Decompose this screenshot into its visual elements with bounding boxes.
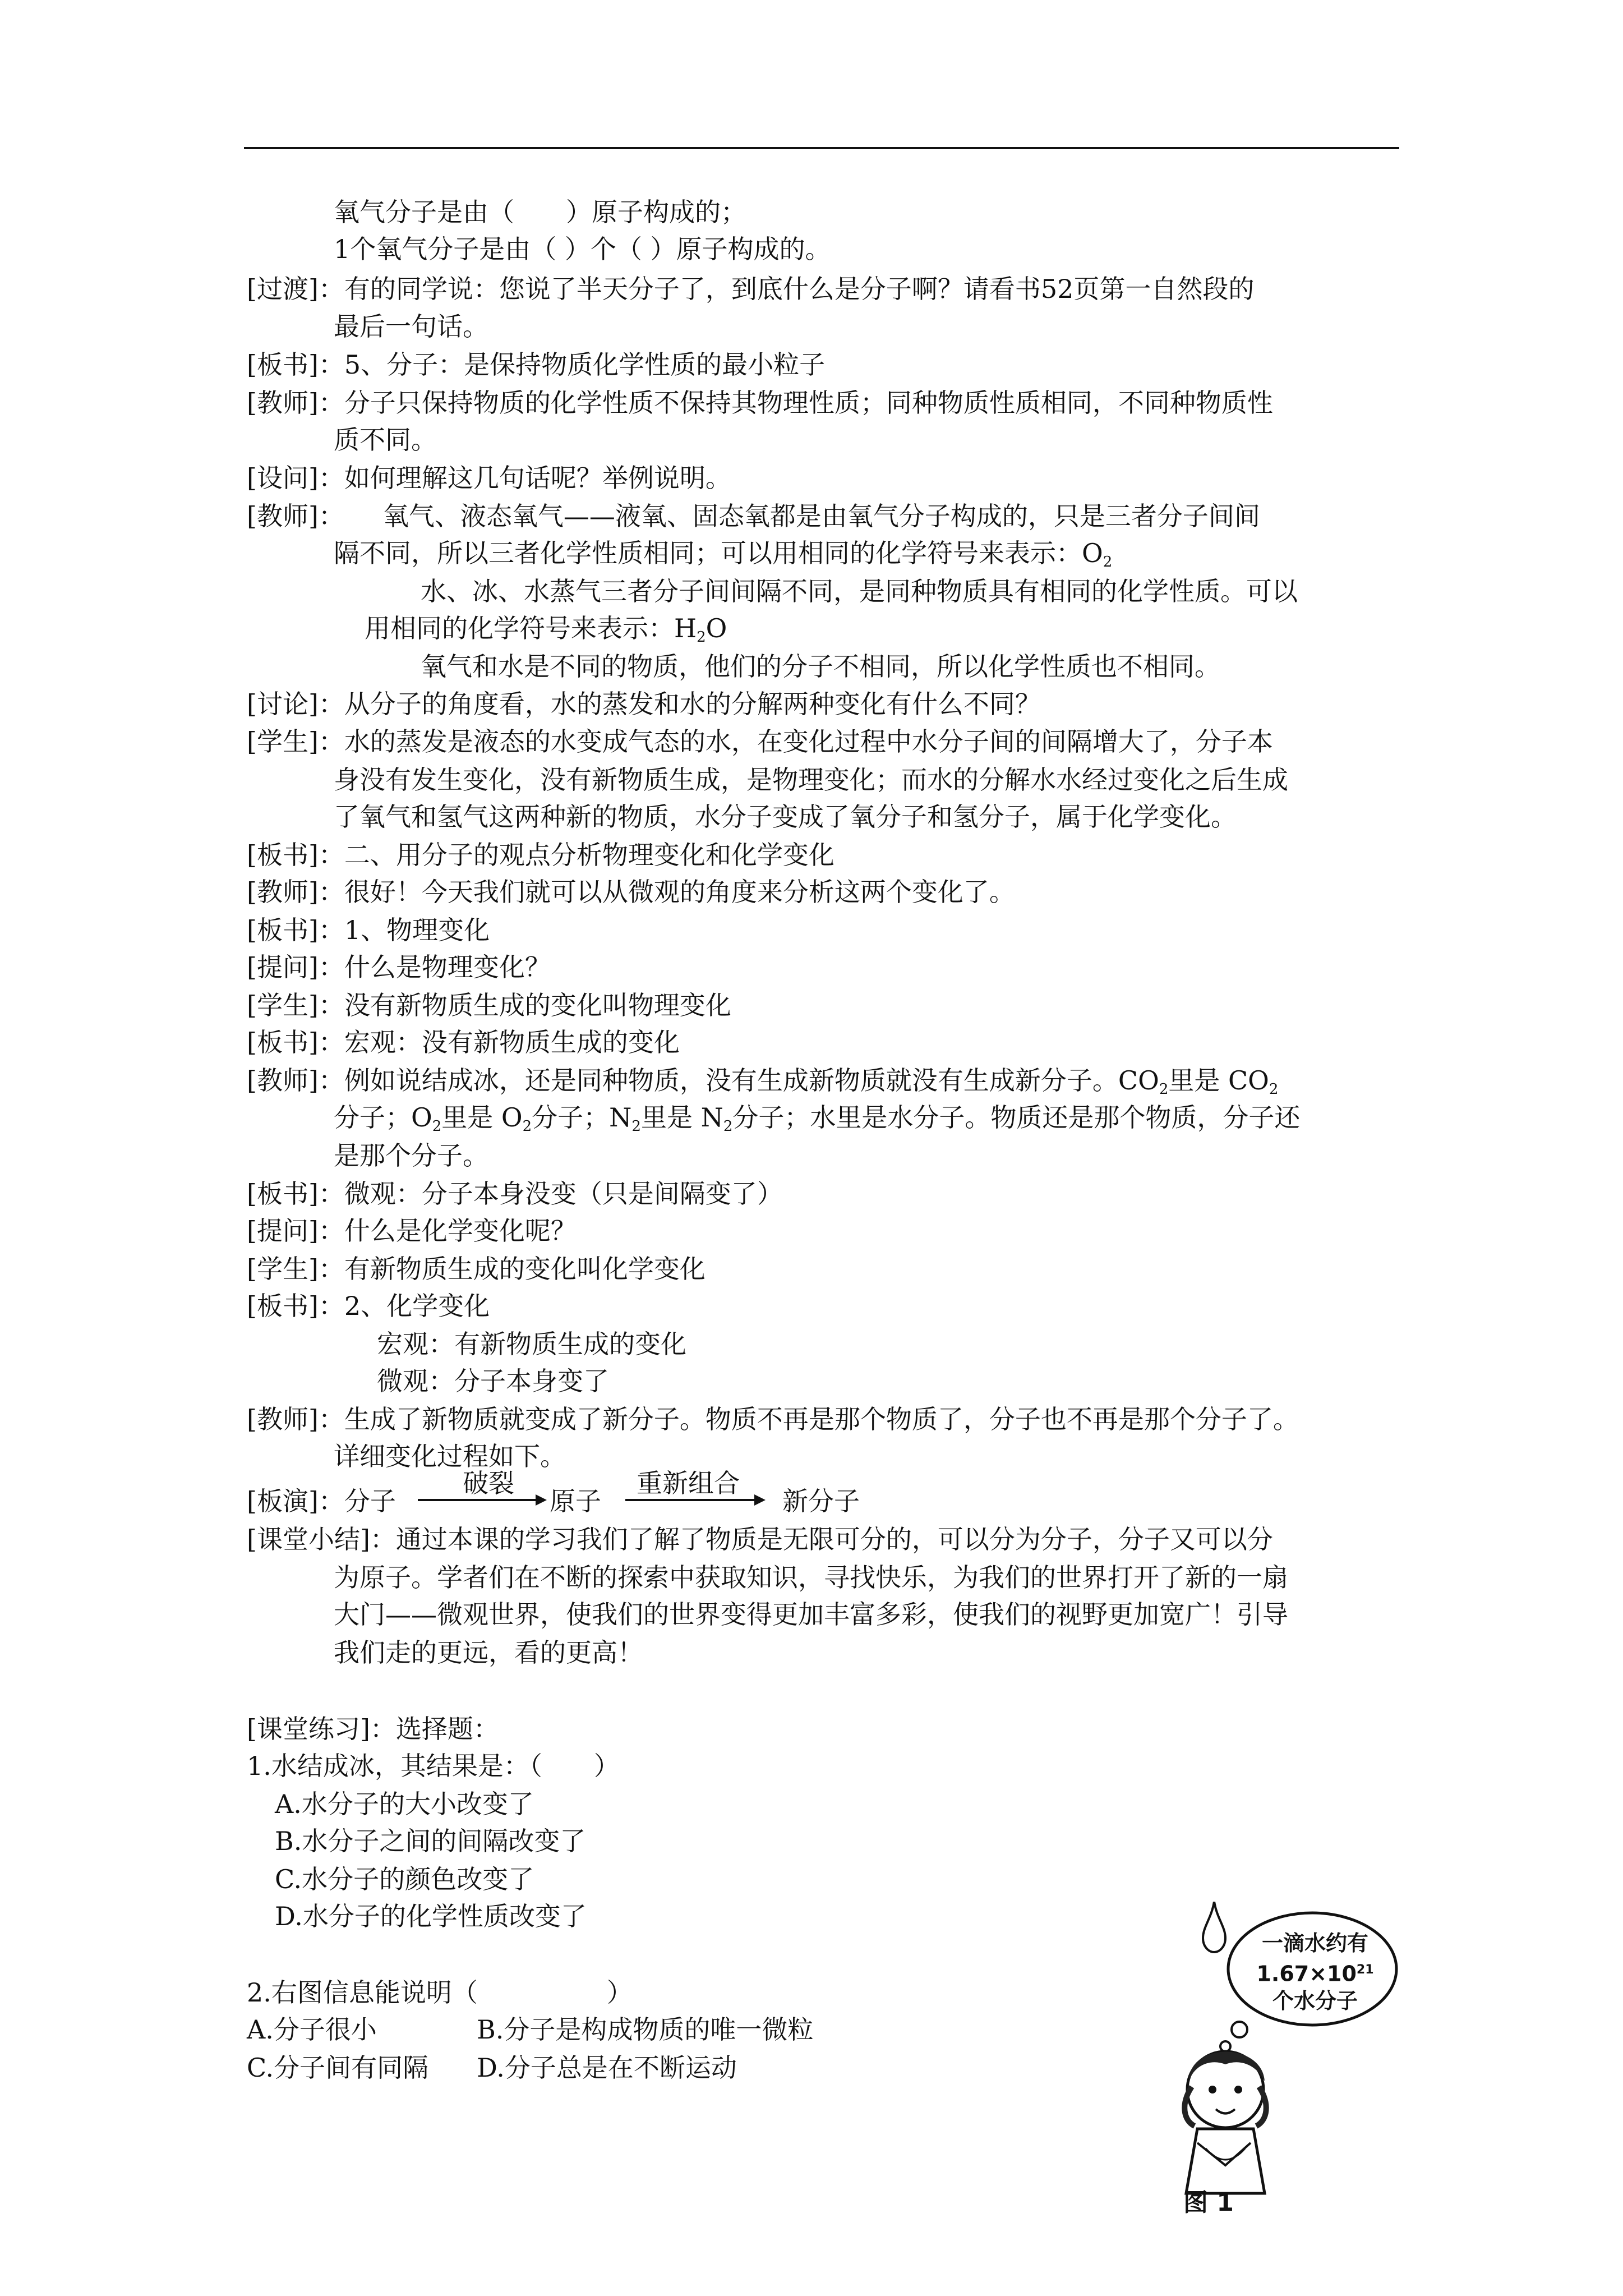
text-line: 氧气分子是由（ ）原子构成的； xyxy=(334,197,746,227)
text-line-part: 里是 CO xyxy=(1168,1065,1269,1096)
arrow-label: 重新组合 xyxy=(637,1468,740,1498)
text-line: 原子 xyxy=(550,1486,601,1516)
text-line: [板书]：宏观：没有新物质生成的变化 xyxy=(247,1027,680,1057)
text-line: [提问]：什么是化学变化呢？ xyxy=(247,1216,577,1246)
arrow-label: 破裂 xyxy=(463,1468,514,1498)
option: A.分子很小 xyxy=(247,2014,377,2045)
text-line: 质不同。 xyxy=(334,425,437,455)
text-line-part: 用相同的化学符号来表示：H xyxy=(365,613,697,643)
text-line: 1个氧气分子是由（ ）个（ ）原子构成的。 xyxy=(334,234,831,264)
text-line: [过渡]：有的同学说：您说了半天分子了，到底什么是分子啊？请看书52页第一自然段的 xyxy=(247,274,1255,304)
text-line: [板书]：5、分子：是保持物质化学性质的最小粒子 xyxy=(247,349,826,380)
question: 1.水结成冰，其结果是：（ ） xyxy=(247,1751,620,1781)
text-line: [板演]：分子 xyxy=(247,1486,396,1516)
text-line: 为原子。学者们在不断的探索中获取知识，寻找快乐，为我们的世界打开了新的一扇 xyxy=(334,1562,1288,1593)
option: D.水分子的化学性质改变了 xyxy=(275,1901,587,1931)
text-line: [板书]：二、用分子的观点分析物理变化和化学变化 xyxy=(247,840,834,870)
subscript: 2 xyxy=(1159,1081,1169,1098)
text-line xyxy=(365,611,727,654)
text-line: 我们走的更远，看的更高！ xyxy=(334,1637,643,1668)
subscript: 2 xyxy=(723,1118,733,1135)
text-line: 新分子 xyxy=(782,1486,860,1516)
text-line: [课堂小结]：通过本课的学习我们了解了物质是无限可分的，可以分为分子，分子又可以分 xyxy=(247,1524,1273,1554)
text-line-part: [教师]：例如说结成冰，还是同种物质，没有生成新物质就没有生成新分子。CO xyxy=(247,1065,1159,1096)
text-line-part: 里是 O xyxy=(441,1102,523,1133)
text-line: 大门——微观世界，使我们的世界变得更加丰富多彩，使我们的视野更加宽广！引导 xyxy=(334,1599,1288,1630)
subscript: 2 xyxy=(1103,554,1113,570)
text-line: 水、冰、水蒸气三者分子间间隔不同，是同种物质具有相同的化学性质。可以 xyxy=(421,576,1298,606)
text-line: [学生]：有新物质生成的变化叫化学变化 xyxy=(247,1254,706,1284)
bubble-text xyxy=(1245,1957,1385,1987)
text-line: [提问]：什么是物理变化？ xyxy=(247,952,551,982)
option: A.水分子的大小改变了 xyxy=(275,1789,534,1819)
text-line: 微观：分子本身变了 xyxy=(377,1366,609,1396)
text-line: [板书]：1、物理变化 xyxy=(247,915,490,945)
text-line: [板书]：2、化学变化 xyxy=(247,1291,490,1321)
text-line: 详细变化过程如下。 xyxy=(334,1441,566,1471)
text-line-part: 分子；N xyxy=(532,1102,632,1133)
text-line: [板书]：微观：分子本身没变（只是间隔变了） xyxy=(247,1179,783,1209)
bubble-exponent: 21 xyxy=(1356,1963,1374,1977)
text-line: [讨论]：从分子的角度看，水的蒸发和水的分解两种变化有什么不同？ xyxy=(247,689,1041,719)
text-line: 是那个分子。 xyxy=(334,1140,488,1171)
text-line xyxy=(334,536,1112,579)
text-line: 宏观：有新物质生成的变化 xyxy=(377,1329,686,1359)
text-line: [学生]：水的蒸发是液态的水变成气态的水，在变化过程中水分子间的间隔增大了，分子本 xyxy=(247,726,1273,757)
text-line: 身没有发生变化，没有新物质生成，是物理变化；而水的分解水水经过变化之后生成 xyxy=(334,765,1288,795)
cartoon-figure xyxy=(1172,1902,1402,2216)
option: B.水分子之间的间隔改变了 xyxy=(275,1826,586,1856)
text-line: 最后一句话。 xyxy=(334,311,488,342)
text-line: [课堂练习]：选择题： xyxy=(247,1714,499,1744)
option: D.分子总是在不断运动 xyxy=(477,2053,737,2083)
figure-caption: 图 1 xyxy=(1183,2188,1234,2217)
option: B.分子是构成物质的唯一微粒 xyxy=(477,2014,814,2045)
bubble-text: 个水分子 xyxy=(1272,1988,1358,2013)
text-line: 了氧气和氢气这两种新的物质，水分子变成了氧分子和氢分子，属于化学变化。 xyxy=(334,802,1237,832)
subscript: 2 xyxy=(631,1118,641,1135)
arrow-icon xyxy=(418,1493,547,1507)
text-line-part: 分子；O xyxy=(334,1102,432,1133)
text-line xyxy=(247,1064,1278,1106)
subscript: 2 xyxy=(697,629,706,646)
subscript: 2 xyxy=(432,1118,442,1135)
text-line: [教师]：很好！今天我们就可以从微观的角度来分析这两个变化了。 xyxy=(247,877,1015,907)
option: C.水分子的颜色改变了 xyxy=(275,1864,534,1894)
question: 2.右图信息能说明（ ） xyxy=(247,1977,633,2008)
text-line-part: O xyxy=(706,613,727,643)
text-line: [教师]：生成了新物质就变成了新分子。物质不再是那个物质了，分子也不再是那个分子了。 xyxy=(247,1404,1299,1434)
text-line: [教师]：分子只保持物质的化学性质不保持其物理性质；同种物质性质相同，不同种物质性 xyxy=(247,388,1273,418)
arrow-icon xyxy=(625,1493,766,1507)
text-line: 氧气和水是不同的物质，他们的分子不相同，所以化学性质也不相同。 xyxy=(421,651,1220,682)
subscript: 2 xyxy=(1269,1081,1279,1098)
text-line-part: 隔不同，所以三者化学性质相同；可以用相同的化学符号来表示：O xyxy=(334,538,1103,568)
subscript: 2 xyxy=(522,1118,532,1135)
text-line-part: 分子；水里是水分子。物质还是那个物质，分子还 xyxy=(732,1102,1301,1133)
text-line: [设问]：如何理解这几句话呢？举例说明。 xyxy=(247,463,731,493)
text-line xyxy=(334,1101,1300,1143)
bubble-number: 1.67×10 xyxy=(1256,1961,1357,1986)
option: C.分子间有同隔 xyxy=(247,2053,429,2083)
text-line: [教师]： 氧气、液态氧气——液氧、固态氧都是由氧气分子构成的，只是三者分子间间 xyxy=(247,501,1260,531)
header-rule xyxy=(244,147,1399,149)
text-line-part: 里是 N xyxy=(640,1102,723,1133)
text-line: [学生]：没有新物质生成的变化叫物理变化 xyxy=(247,990,731,1020)
bubble-text: 一滴水约有 xyxy=(1261,1931,1368,1955)
